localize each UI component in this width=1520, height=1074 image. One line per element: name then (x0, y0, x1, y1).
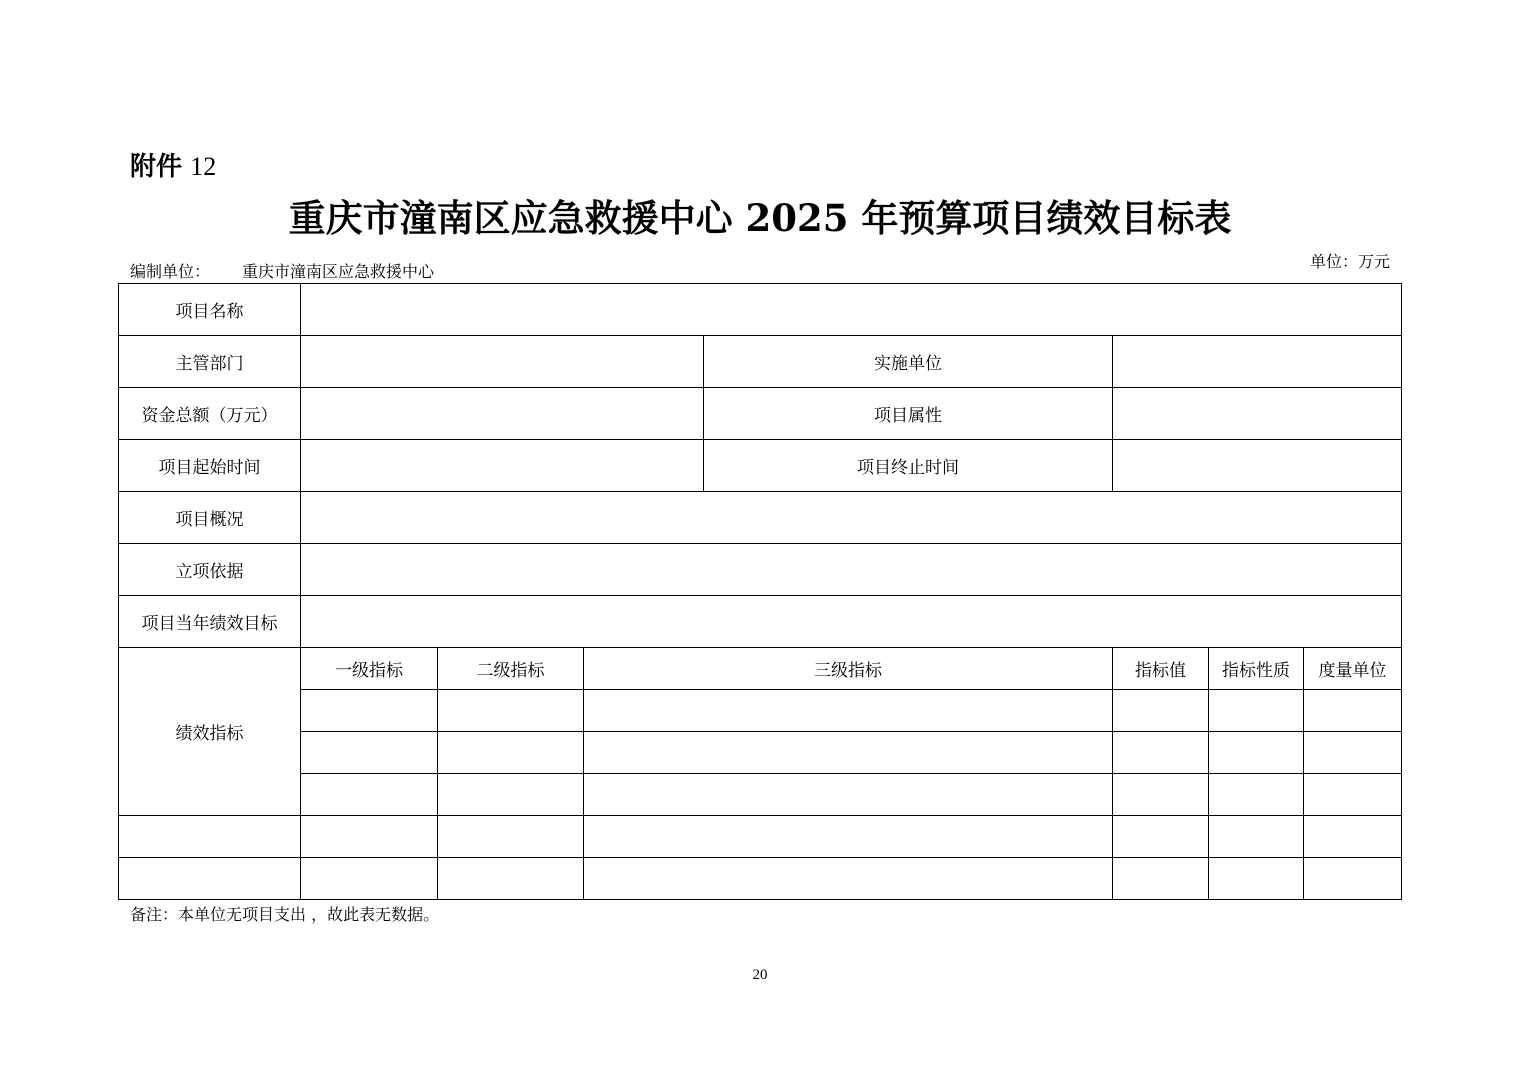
table-row (119, 544, 1402, 596)
performance-table (118, 283, 1402, 900)
implementer-value (1113, 336, 1402, 388)
table-cell (301, 690, 438, 732)
department-value (301, 336, 704, 388)
level1-header: 一级指标 (301, 648, 438, 690)
table-row (119, 774, 1402, 816)
project-attr-label: 项目属性 (704, 388, 1113, 440)
table-cell (584, 690, 1113, 732)
compiling-unit (130, 259, 434, 282)
end-time-label: 项目终止时间 (704, 440, 1113, 492)
table-cell (1209, 774, 1304, 816)
implementer-label: 实施单位 (704, 336, 1113, 388)
table-cell (1304, 774, 1402, 816)
compiling-unit-value: 重庆市潼南区应急救援中心 (242, 262, 435, 281)
start-time-value (301, 440, 704, 492)
attachment-number: 12 (190, 152, 217, 181)
table-cell (1304, 732, 1402, 774)
table-cell (1209, 690, 1304, 732)
money-unit: 单位：万元 (1309, 252, 1390, 271)
total-funds-label: 资金总额（万元） (119, 388, 301, 440)
page-number: 20 (752, 967, 768, 983)
basis-label: 立项依据 (119, 544, 301, 596)
table-row (119, 690, 1402, 732)
project-attr-value (1113, 388, 1402, 440)
nature-header: 指标性质 (1209, 648, 1304, 690)
table-cell (438, 690, 584, 732)
table-row (119, 388, 1402, 440)
table-row (119, 440, 1402, 492)
table-cell (1113, 690, 1209, 732)
table-row (119, 492, 1402, 544)
table-cell (301, 858, 438, 900)
table-row (119, 284, 1402, 336)
department-label: 主管部门 (119, 336, 301, 388)
page-title: 重庆市潼南区应急救援中心 2025 年预算项目绩效目标表 (288, 196, 1232, 240)
overview-label: 项目概况 (119, 492, 301, 544)
overview-value (301, 492, 1402, 544)
attachment-label (130, 146, 216, 183)
table-cell (1209, 816, 1304, 858)
unit-header: 度量单位 (1304, 648, 1402, 690)
table-row (119, 732, 1402, 774)
table-cell (438, 858, 584, 900)
table-row (119, 858, 1402, 900)
table-cell (301, 774, 438, 816)
table-cell (119, 816, 301, 858)
table-cell (438, 816, 584, 858)
table-cell (1113, 774, 1209, 816)
basis-value (301, 544, 1402, 596)
level2-header: 二级指标 (438, 648, 584, 690)
compiling-unit-label: 编制单位： (130, 262, 211, 281)
project-name-label: 项目名称 (119, 284, 301, 336)
table-cell (1304, 858, 1402, 900)
table-cell (584, 732, 1113, 774)
table-cell (1113, 858, 1209, 900)
table-row (119, 816, 1402, 858)
start-time-label: 项目起始时间 (119, 440, 301, 492)
table-cell (438, 774, 584, 816)
annual-goal-value (301, 596, 1402, 648)
table-cell (584, 858, 1113, 900)
end-time-value (1113, 440, 1402, 492)
table-cell (119, 858, 301, 900)
table-cell (438, 732, 584, 774)
level3-header: 三级指标 (584, 648, 1113, 690)
table-cell (1113, 816, 1209, 858)
attachment-text: 附件 (130, 152, 183, 182)
perf-indicators-label: 绩效指标 (119, 648, 301, 816)
total-funds-value (301, 388, 704, 440)
table-cell (584, 774, 1113, 816)
table-cell (1304, 816, 1402, 858)
table-cell (1304, 690, 1402, 732)
table-cell (301, 732, 438, 774)
table-cell (301, 816, 438, 858)
table-cell (584, 816, 1113, 858)
footnote: 备注：本单位无项目支出 ，故此表无数据。 (130, 905, 440, 924)
annual-goal-label: 项目当年绩效目标 (119, 596, 301, 648)
table-cell (1209, 858, 1304, 900)
value-header: 指标值 (1113, 648, 1209, 690)
table-cell (1113, 732, 1209, 774)
project-name-value (301, 284, 1402, 336)
table-row (119, 648, 1402, 690)
table-row (119, 596, 1402, 648)
table-cell (1209, 732, 1304, 774)
table-row (119, 336, 1402, 388)
